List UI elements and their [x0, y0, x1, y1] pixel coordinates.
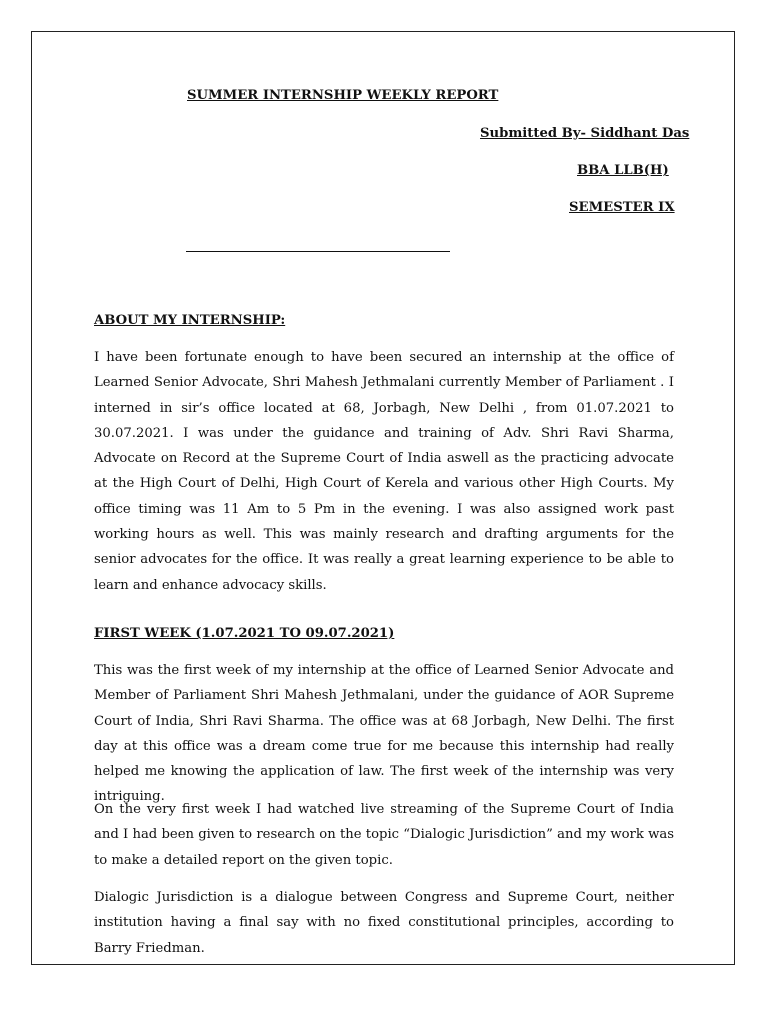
document-page [31, 31, 735, 965]
first-week-paragraph-3: Dialogic Jurisdiction is a dialogue between Congress and Supreme Court, neither institution having a final say with no fixed constitutional principles, according to Barry Friedman. [94, 890, 674, 956]
report-title: SUMMER INTERNSHIP WEEKLY REPORT [187, 88, 499, 103]
about-paragraph: I have been fortunate enough to have been secured an internship at the office of Learned Senior Advocate, Shri Mahesh Jethmalani currently Member of Parliament . I interned in sir’s office located at 68, Jorbagh, New Delhi , from 01.07.2021 to 30.07.2021. I was under the guidance and training of Adv. Shri Ravi Sharma, Advocate on Record at the Supreme Court of India aswell as the practicing advocate at the High Court of Delhi, High Court of Kerela and various other High Courts. My office timing was 11 Am to 5 Pm in the evening. I was also assigned work past working hours as well. This was mainly research and drafting arguments for the senior advocates for the office. It was really a great learning experience to be able to learn and enhance advocacy skills. [94, 350, 674, 593]
header-divider [186, 251, 450, 252]
course-name: BBA LLB(H) [577, 163, 669, 178]
submitted-by: Submitted By- Siddhant Das [480, 126, 690, 141]
semester: SEMESTER IX [569, 200, 675, 215]
first-week-paragraph-1: This was the first week of my internship at the office of Learned Senior Advocate and Member of Parliament Shri Mahesh Jethmalani, under the guidance of AOR Supreme Court of India, Shri Ravi Sharma. The office was at 68 Jorbagh, New Delhi. The first day at this office was a dream come true for me because this internship had really helped me knowing the application of law. The first week of the internship was very intriguing. [94, 663, 674, 805]
first-week-heading: FIRST WEEK (1.07.2021 TO 09.07.2021) [94, 626, 395, 641]
first-week-paragraph-2: On the very first week I had watched live streaming of the Supreme Court of India and I had been given to research on the topic “Dialogic Jurisdiction” and my work was to make a detailed report on the given topic. [94, 802, 674, 868]
about-heading: ABOUT MY INTERNSHIP: [94, 313, 286, 328]
